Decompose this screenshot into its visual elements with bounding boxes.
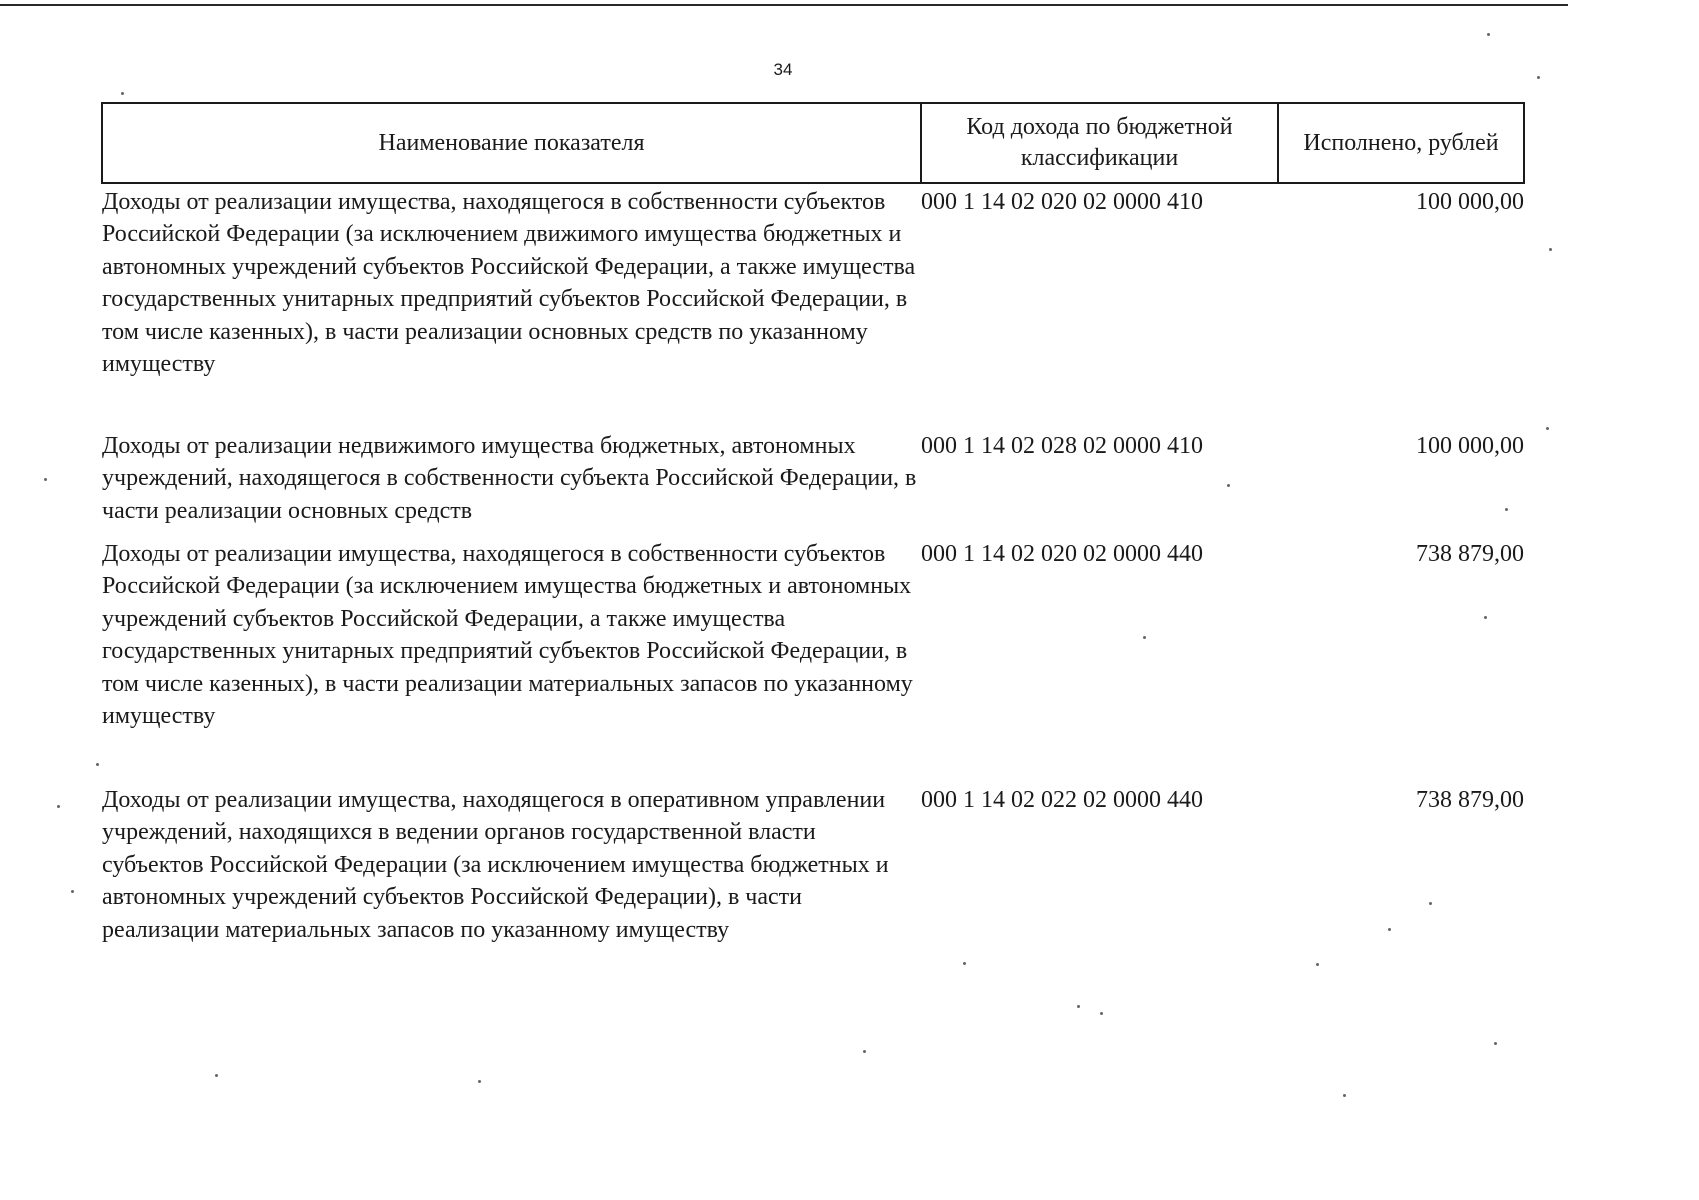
header-amount: Исполнено, рублей [1278,103,1524,183]
table-row [102,183,1524,430]
table-row [102,538,1524,784]
row-name: Доходы от реализации имущества, находящегося в собственности субъектов Российской Федерации (за исключением движимого имущества бюджетных и автономных учреждений субъектов Российской Федерации, а также имущества государственных унитарных предприятий субъектов Российской Федерации, в том числе казенных), в части реализации основных средств по указанному имуществу [102,189,916,378]
row-name: Доходы от реализации имущества, находящегося в собственности субъектов Российской Федерации (за исключением имущества бюджетных и автономных учреждений субъектов Российской Федерации, а также имущества государственных унитарных предприятий субъектов Российской Федерации, в том числе казенных), в части реализации материальных запасов по указанному имуществу [102,541,913,730]
row-amount: 738 879,00 [1416,541,1524,567]
table-row [102,784,1524,984]
row-code: 000 1 14 02 028 02 0000 410 [921,433,1203,459]
table-header-row [102,103,1524,183]
page-number: 34 [773,60,793,79]
row-amount: 100 000,00 [1416,433,1524,459]
row-amount: 100 000,00 [1416,189,1524,215]
revenue-table [101,102,1525,984]
row-amount: 738 879,00 [1416,787,1524,813]
top-rule [0,4,1568,6]
row-name: Доходы от реализации имущества, находящегося в оперативном управлении учреждений, находящихся в ведении органов государственной власти субъектов Российской Федерации (за исключением имущества бюджетных и автономных учреждений субъектов Российской Федерации), в части реализации материальных запасов по указанному имуществу [102,787,889,943]
table-row [102,430,1524,538]
header-code: Код дохода по бюджетной классификации [921,103,1278,183]
row-code: 000 1 14 02 020 02 0000 440 [921,541,1203,567]
header-name: Наименование показателя [102,103,921,183]
row-code: 000 1 14 02 020 02 0000 410 [921,189,1203,215]
row-name: Доходы от реализации недвижимого имущества бюджетных, автономных учреждений, находящегося в собственности субъекта Российской Федерации, в части реализации основных средств [102,433,917,524]
row-code: 000 1 14 02 022 02 0000 440 [921,787,1203,813]
